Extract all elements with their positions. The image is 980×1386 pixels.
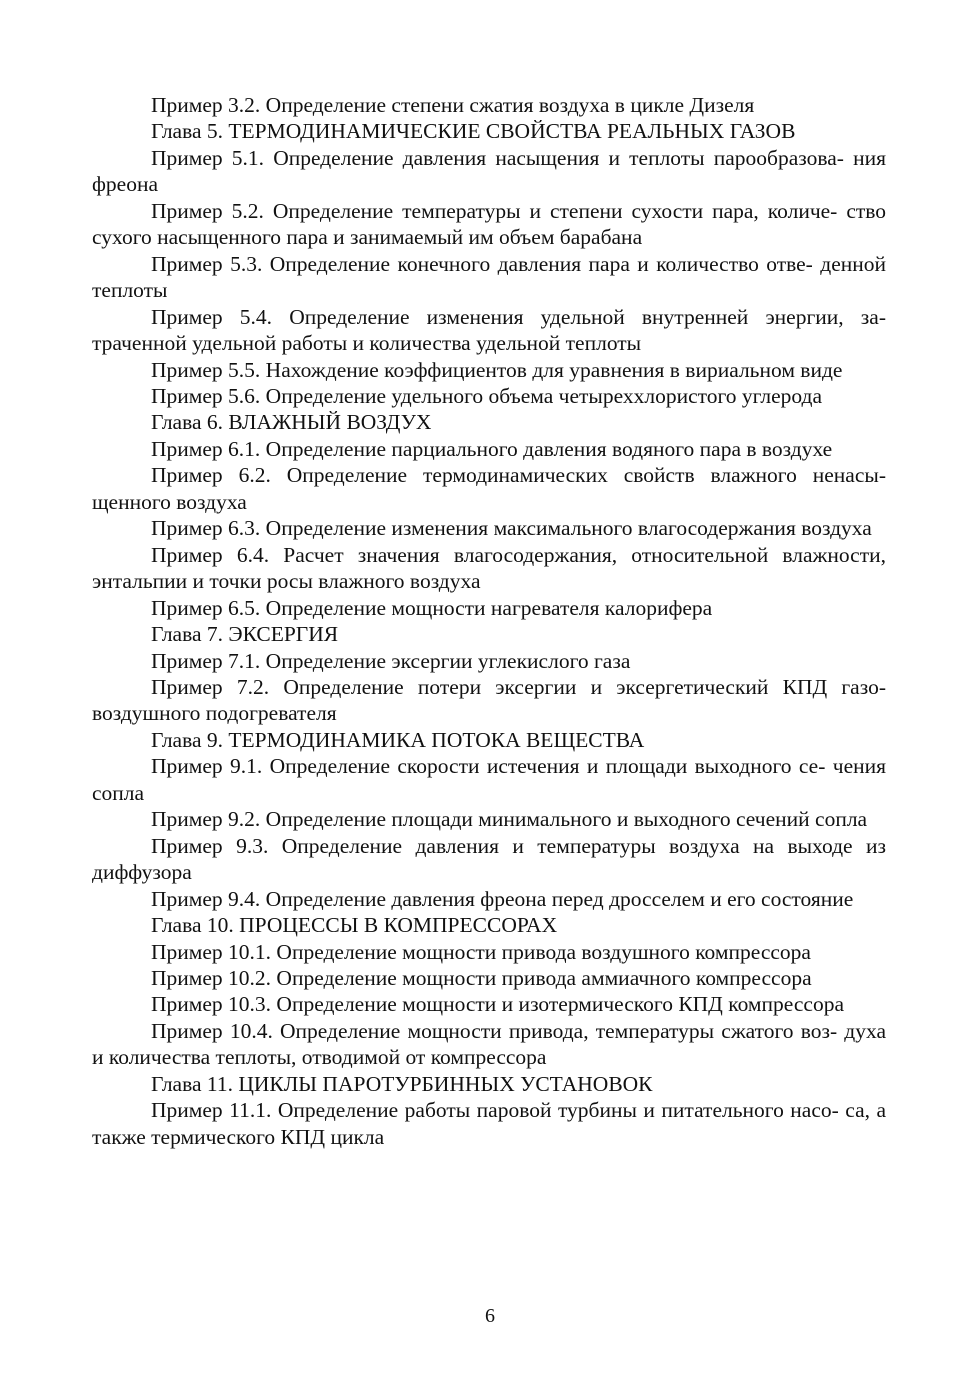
toc-entry-example-5-4 [92, 304, 886, 357]
toc-entry-example-10-1 [92, 939, 886, 965]
toc-chapter-10 [92, 912, 886, 938]
toc-entry-example-7-2 [92, 674, 886, 727]
toc-line: сопла [815, 807, 868, 832]
toc-entry-example-10-4 [92, 1018, 886, 1071]
page-number: 6 [485, 1305, 495, 1327]
toc-entry-example-5-2 [92, 198, 886, 251]
toc-entry-example-10-3 [92, 991, 886, 1017]
toc-line: диффузора [92, 860, 192, 885]
toc-line: Глава 7. ЭКСЕРГИЯ [151, 622, 339, 647]
toc-line: Глава 9. ТЕРМОДИНАМИКА ПОТОКА ВЕЩЕСТВА [151, 727, 645, 752]
toc-line: Пример 10.3. Определение мощности и изотермического КПД компрессора [151, 992, 844, 1017]
toc-line: Пример 6.2. Определение термодинамических свойств влажного ненасы- [151, 463, 886, 488]
toc-line: воздуха [801, 516, 872, 541]
toc-line: щенного воздуха [92, 489, 247, 514]
toc-line: Пример 9.1. Определение скорости истечения и площади выходного се- [151, 754, 826, 779]
toc-entry-example-6-4 [92, 542, 886, 595]
toc-entry-example-10-2 [92, 965, 886, 991]
toc-line: Пример 5.3. Определение конечного давления пара и количество отве- [151, 251, 813, 276]
toc-chapter-11 [92, 1071, 886, 1097]
toc-line: Пример 7.1. Определение эксергии углекислого газа [151, 648, 631, 673]
toc-line: Пример 10.4. Определение мощности привода, температуры сжатого воз- [151, 1018, 838, 1043]
toc-entry-example-7-1 [92, 648, 886, 674]
toc-entry-example-9-3 [92, 833, 886, 886]
toc-line: Глава 5. ТЕРМОДИНАМИЧЕСКИЕ СВОЙСТВА РЕАЛЬНЫХ ГАЗОВ [151, 119, 796, 144]
toc-chapter-6 [92, 409, 886, 435]
toc-line: траченной удельной работы и количества удельной теплоты [92, 331, 642, 356]
toc-line: Глава 6. ВЛАЖНЫЙ ВОЗДУХ [151, 410, 432, 435]
toc-line: Пример 5.2. Определение температуры и степени сухости пара, количе- [151, 198, 838, 223]
toc-chapter-9 [92, 727, 886, 753]
toc-line: Пример 3.2. Определение степени сжатия воздуха в цикле Дизеля [151, 93, 755, 117]
toc-line: ство сухого насыщенного пара и занимаемый им объем барабана [92, 198, 887, 250]
toc-line: Пример 9.4. Определение давления фреона перед дросселем и его состояние [151, 886, 854, 911]
toc-line: денной теплоты [92, 251, 886, 303]
toc-line: Пример 6.3. Определение изменения максимального влагосодержания [151, 516, 796, 541]
toc-entry-example-3-2 [92, 92, 886, 118]
toc-entry-example-11-1 [92, 1097, 886, 1150]
toc-entry-example-6-3 [92, 515, 886, 541]
toc-entry-example-6-2 [92, 462, 886, 515]
toc-entry-example-5-1 [92, 145, 886, 198]
toc-entry-example-9-4 [92, 886, 886, 912]
toc-chapter-7 [92, 621, 886, 647]
toc-entry-example-9-1 [92, 753, 886, 806]
toc-line: Глава 10. ПРОЦЕССЫ В КОМПРЕССОРАХ [151, 913, 558, 938]
toc-line: ния фреона [92, 145, 887, 197]
toc-line: Пример 11.1. Определение работы паровой турбины и питательного насо- [151, 1098, 839, 1123]
toc-line: Пример 6.5. Определение мощности нагревателя калорифера [151, 595, 713, 620]
toc-line: Пример 9.2. Определение площади минимального и выходного сечений [151, 807, 810, 832]
toc-entry-example-6-5 [92, 595, 886, 621]
toc-chapter-5 [92, 118, 886, 144]
toc-line: са, а также термического КПД цикла [92, 1098, 887, 1149]
toc-line: Пример 9.3. Определение давления и температуры воздуха на выходе из [151, 833, 886, 858]
toc-line: Пример 6.4. Расчет значения влагосодержания, относительной влажности, [151, 542, 886, 567]
toc-entry-example-5-3 [92, 251, 886, 304]
toc-line: Пример 6.1. Определение парциального давления водяного пара в воздухе [151, 436, 833, 461]
toc-line: Пример 10.2. Определение мощности привода аммиачного компрессора [151, 965, 812, 990]
toc-line: Пример 7.2. Определение потери эксергии и эксергетический КПД газо- [151, 674, 886, 699]
toc-line: Пример 5.4. Определение изменения удельной внутренней энергии, за- [151, 304, 886, 329]
toc-entry-example-5-5 [92, 357, 886, 383]
toc-line: энтальпии и точки росы влажного воздуха [92, 569, 481, 594]
toc-line: Глава 11. ЦИКЛЫ ПАРОТУРБИННЫХ УСТАНОВОК [151, 1071, 653, 1096]
toc-entry-example-6-1 [92, 436, 886, 462]
toc-line: духа и количества теплоты, отводимой от компрессора [92, 1018, 886, 1070]
toc-entry-example-5-6 [92, 383, 886, 409]
toc-line: Пример 10.1. Определение мощности привода воздушного компрессора [151, 939, 811, 964]
toc-line: чения сопла [92, 754, 887, 805]
toc-line: Пример 5.5. Нахождение коэффициентов для уравнения в вириальном виде [151, 357, 843, 382]
toc-entry-example-9-2 [92, 806, 886, 832]
toc-line: Пример 5.6. Определение удельного объема четыреххлористого углерода [151, 383, 823, 408]
table-of-contents [92, 92, 886, 1150]
toc-line: воздушного подогревателя [92, 701, 337, 726]
toc-line: Пример 5.1. Определение давления насыщения и теплоты парообразова- [151, 145, 844, 170]
